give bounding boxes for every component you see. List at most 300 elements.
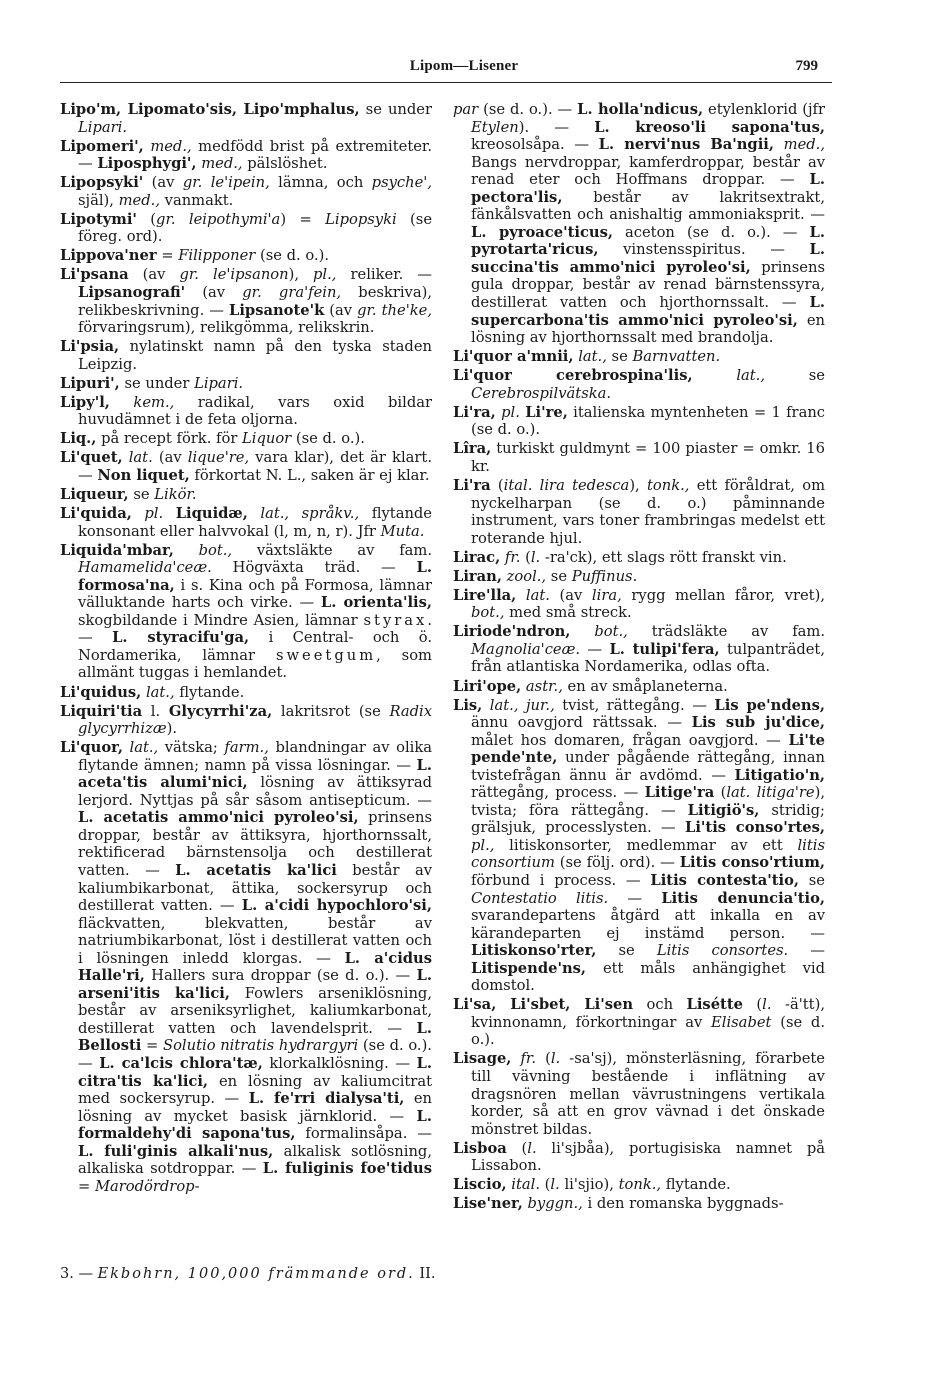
entry-text: prinsens gula droppar, består av renad bärnstenssyra, destillerat vatten och hjorthornssalt. — bbox=[471, 258, 825, 312]
headword: Li'sa, Li'sbet, Li'sen bbox=[453, 996, 634, 1014]
headword: Lipomeri', bbox=[60, 137, 144, 155]
headword: Lipotymi' bbox=[60, 210, 137, 228]
headword: L. arseni'itis ka'lici, bbox=[78, 967, 432, 1002]
headword: Li'ra, bbox=[453, 403, 496, 421]
headword: L. ca'lcis chlora'tæ, bbox=[99, 1054, 263, 1072]
headword: Lipuri', bbox=[60, 374, 120, 392]
entry-text: och bbox=[633, 996, 687, 1014]
dictionary-entry bbox=[60, 375, 432, 393]
headword: Lisboa bbox=[453, 1139, 507, 1157]
entry-text: formalinsåpa. — bbox=[295, 1125, 432, 1143]
dictionary-entry bbox=[453, 477, 825, 547]
italic-text: gr. le'ipein, bbox=[182, 174, 270, 192]
italic-text: Elisabet bbox=[711, 1013, 772, 1031]
italic-text: Contestatio litis. bbox=[471, 889, 609, 907]
entry-text: se under bbox=[119, 374, 195, 392]
entry-text: flytande. bbox=[174, 683, 245, 701]
entry-text bbox=[174, 542, 199, 559]
headword: L. nervi'nus Ba'ngii, bbox=[598, 136, 774, 154]
entry-text: ett måls anhängighet vid domstol. bbox=[471, 959, 825, 995]
headword: Lire'lla, bbox=[453, 586, 517, 604]
italic-text: tonk., bbox=[618, 1176, 662, 1194]
italic-text: Barnvatten. bbox=[632, 348, 721, 366]
entry-text: li'sjio), bbox=[559, 1176, 619, 1194]
italic-text: ital. lira tedesca bbox=[503, 476, 630, 494]
entry-text: medfödd brist på extremiteter. — bbox=[78, 137, 432, 173]
headword: Litis conso'rtium, bbox=[679, 854, 825, 872]
entry-text: i den romanska byggnads- bbox=[582, 1195, 784, 1213]
italic-text: lira, bbox=[591, 586, 622, 604]
dictionary-entry bbox=[60, 505, 432, 540]
italic-text: l. bbox=[527, 1139, 537, 1157]
italic-text: lat., språkv., bbox=[260, 505, 360, 523]
footer-volume: II. bbox=[414, 1266, 436, 1282]
entry-text: tvist, rättegång. — bbox=[554, 696, 715, 714]
entry-text: lakritsrot (se bbox=[272, 702, 390, 720]
headword: L. fuli'ginis alkali'nus, bbox=[78, 1142, 274, 1160]
entry-text: se bbox=[596, 942, 657, 960]
headword: Lisétte bbox=[686, 996, 743, 1014]
entry-text: ( bbox=[742, 996, 763, 1014]
running-head: Lipom—Lisener bbox=[409, 58, 519, 74]
italic-text: lat. bbox=[128, 449, 153, 467]
italic-text: Lipopsyki bbox=[325, 210, 397, 228]
entry-text bbox=[516, 587, 526, 604]
italic-text: fr. bbox=[504, 548, 521, 566]
italic-text: l. bbox=[530, 548, 541, 566]
italic-text: kem., bbox=[133, 393, 175, 411]
headword: Litiskonso'rter, bbox=[471, 942, 597, 960]
headword: Li're, bbox=[525, 403, 568, 421]
entry-text: med små streck. bbox=[504, 604, 632, 622]
entry-text: (av bbox=[143, 174, 183, 192]
headword: Liquiri'tia bbox=[60, 702, 143, 720]
entry-text: — bbox=[580, 640, 610, 658]
italic-text: lat., bbox=[578, 348, 607, 366]
entry-text: förkortat N. L., saken är ej klar. bbox=[189, 466, 430, 484]
dictionary-entry bbox=[453, 678, 825, 696]
headword: Li'ra bbox=[453, 476, 491, 494]
headword: L. formaldehy'di sapona'tus, bbox=[78, 1107, 432, 1143]
headword: L. a'cidi hypochloro'si, bbox=[241, 897, 432, 915]
italic-text: Radix glycyrrhizæ bbox=[78, 702, 432, 738]
footer-sheet: 3. — bbox=[60, 1266, 98, 1282]
entry-text: ( bbox=[520, 548, 531, 566]
entry-text: förvaringsrum), relikgömma, relikskrin. bbox=[78, 319, 375, 337]
entry-text: radikal, vars oxid bildar huvudämnet i de feta oljorna. bbox=[78, 393, 433, 429]
entry-text: en lösning av kaliumcitrat med sockersyrup. — bbox=[78, 1072, 432, 1108]
entry-text bbox=[511, 1050, 520, 1067]
entry-text: se bbox=[606, 348, 633, 366]
italic-text: zool., bbox=[506, 567, 547, 585]
entry-text: fläckvatten, blekvatten, består av natriumbikarbonat, löst i destillerat vatten och i lösningen inledd klorgas. — bbox=[78, 914, 432, 967]
dictionary-entry bbox=[60, 449, 432, 484]
entry-text: en lösning av mycket basisk järnklorid. — bbox=[78, 1090, 432, 1125]
headword: Li'quida, bbox=[60, 505, 132, 523]
headword: Li'psana bbox=[60, 266, 129, 284]
headword: Liri'ope, bbox=[453, 677, 522, 695]
entry-text: — bbox=[788, 942, 825, 960]
headword: Li'quor cerebrospina'lis, bbox=[453, 367, 693, 385]
italic-text: Litis consortes. bbox=[656, 942, 789, 960]
italic-text: l. bbox=[550, 1176, 560, 1194]
dictionary-entry bbox=[60, 101, 432, 136]
italic-text: fr. bbox=[520, 1050, 537, 1068]
entry-text: vinstensspiritus. — bbox=[598, 241, 810, 259]
headword: L. kreoso'li sapona'tus, bbox=[594, 118, 825, 136]
headword: Lirac, bbox=[453, 548, 501, 566]
headword: Lippova'ner bbox=[60, 247, 157, 265]
dictionary-entry bbox=[60, 394, 432, 429]
entry-text: tulpanträdet, från atlantiska Nordamerika, odlas ofta. bbox=[471, 640, 825, 676]
entry-text: ), bbox=[629, 476, 647, 494]
italic-text: Marodördrop- bbox=[94, 1177, 200, 1195]
entry-text: prinsens droppar, består av ättiksyra, hjorthornssalt, rektificerad bärnstensolja och destillerat vatten. — bbox=[78, 809, 432, 879]
headword: Lise'ner, bbox=[453, 1195, 523, 1213]
entry-text: vätska; bbox=[158, 739, 225, 757]
headword: Liscio, bbox=[453, 1176, 507, 1194]
dictionary-entry bbox=[60, 430, 432, 448]
italic-text: ital. bbox=[511, 1176, 541, 1194]
italic-text: lique're, bbox=[187, 449, 250, 467]
right-column bbox=[453, 101, 825, 1214]
italic-text: lat., bbox=[145, 683, 175, 701]
headword: L. a'cidus Halle'ri, bbox=[78, 949, 433, 985]
left-column bbox=[60, 101, 432, 1197]
entry-text: ( bbox=[540, 1176, 551, 1194]
italic-text: Filipponer bbox=[178, 247, 256, 265]
entry-text: se bbox=[128, 485, 155, 503]
italic-text: pl., bbox=[313, 266, 337, 284]
headword: Li'quidus, bbox=[60, 683, 142, 701]
italic-text: bot., bbox=[198, 541, 233, 559]
headword: Li'tis conso'rtes, bbox=[685, 819, 825, 837]
italic-text: pl. bbox=[144, 505, 164, 523]
entry-text: (av bbox=[324, 301, 358, 319]
entry-text: pälslöshet. bbox=[242, 155, 328, 173]
header-rule bbox=[60, 82, 832, 83]
dictionary-entry bbox=[453, 1140, 825, 1175]
dictionary-entry bbox=[60, 138, 432, 173]
entry-text: består av kaliumbikarbonat, ättika, sockersyrup och destillerat vatten. — bbox=[78, 861, 432, 915]
italic-text: Lipari. bbox=[78, 118, 127, 136]
entry-text: turkiskt guldmynt = 100 piaster = omkr. 16 kr. bbox=[471, 440, 825, 475]
entry-text: en av småplaneterna. bbox=[562, 677, 728, 695]
headword: Li'quet, bbox=[60, 449, 123, 467]
entry-text: ). bbox=[166, 720, 178, 738]
entry-text: (av bbox=[185, 283, 243, 301]
entry-text bbox=[163, 505, 176, 522]
italic-text: Hamamelida'ceæ. bbox=[78, 559, 212, 577]
headword: L. orienta'lis, bbox=[320, 594, 432, 612]
dictionary-entry bbox=[453, 697, 825, 995]
italic-text: par bbox=[453, 101, 479, 118]
entry-text bbox=[774, 136, 784, 153]
italic-text: litis consortium bbox=[471, 836, 825, 872]
italic-text: farm., bbox=[224, 739, 269, 757]
italic-text: tonk., bbox=[646, 476, 690, 494]
entry-text: se under bbox=[359, 101, 432, 118]
entry-text: lämna, och bbox=[269, 174, 372, 192]
italic-text: pl., bbox=[471, 836, 495, 854]
entry-text: = bbox=[141, 1037, 164, 1055]
headword: Litis denuncia'tio, bbox=[661, 889, 825, 907]
entry-text: nylatinskt namn på den tyska staden Leipzig. bbox=[78, 338, 432, 373]
entry-text: litiskonsorter, medlemmar av ett bbox=[494, 836, 798, 854]
entry-text: ( bbox=[490, 476, 504, 494]
entry-text: ( bbox=[536, 1050, 551, 1068]
entry-text: (se d. o.). — bbox=[478, 101, 578, 118]
entry-text: reliker. — bbox=[336, 266, 432, 284]
headword: Liposphygi', bbox=[97, 155, 197, 173]
headword: Lis pe'ndens, bbox=[714, 696, 825, 714]
entry-text: ) = bbox=[280, 210, 326, 228]
entry-text bbox=[570, 623, 594, 640]
dictionary-entry bbox=[453, 101, 825, 347]
headword: Liquidæ, bbox=[175, 505, 248, 523]
dictionary-entry bbox=[60, 266, 432, 336]
entry-text: se bbox=[799, 872, 826, 890]
headword: Lipy'l, bbox=[60, 393, 110, 411]
entry-text: alkalisk sotlösning, alkaliska sotdroppar. — bbox=[78, 1142, 432, 1178]
headword: Lipopsyki' bbox=[60, 174, 144, 192]
entry-text: (se d. o.). — bbox=[78, 1037, 432, 1072]
headword: Litigiö's, bbox=[687, 801, 760, 819]
headword: L. styracifu'ga, bbox=[112, 629, 250, 647]
entry-text: (av bbox=[549, 586, 592, 604]
dictionary-entry bbox=[453, 623, 825, 676]
entry-text bbox=[110, 394, 134, 411]
dictionary-entry bbox=[60, 486, 432, 504]
entry-text: italienska myntenheten = 1 franc (se d. o.). bbox=[471, 403, 826, 439]
headword: L. supercarbona'tis ammo'nici pyroleo'si, bbox=[471, 294, 825, 329]
dictionary-entry bbox=[60, 174, 432, 209]
entry-text: Bangs nervdroppar, kamferdroppar, består av renad eter och Hoffmans droppar. — bbox=[471, 153, 825, 189]
dictionary-entry bbox=[453, 440, 825, 475]
entry-text: (av bbox=[152, 449, 188, 467]
entry-text: rättegång, process. — bbox=[471, 784, 645, 802]
entry-text: stridig; grälsjuk, processlysten. — bbox=[471, 801, 825, 837]
entry-text bbox=[132, 505, 145, 522]
italic-text: byggn., bbox=[527, 1195, 583, 1213]
italic-text: gr. gra'fein, bbox=[242, 283, 342, 301]
headword: Liqueur, bbox=[60, 485, 129, 503]
italic-text: med., bbox=[201, 155, 243, 173]
headword: L. acetatis ka'lici bbox=[175, 861, 337, 879]
entry-text: , som allmänt tuggas i hemlandet. bbox=[78, 646, 432, 682]
headword: L. acetatis ammo'nici pyroleo'si, bbox=[78, 809, 359, 827]
headword: L. Bellosti bbox=[78, 1019, 432, 1055]
entry-text: (se föreg. ord). bbox=[78, 210, 433, 246]
dictionary-entry bbox=[453, 587, 825, 622]
italic-text: med., bbox=[783, 136, 825, 154]
entry-text: -ä'tt), kvinnonamn, förkortningar av bbox=[471, 996, 825, 1031]
entry-text: (se d. o.). bbox=[255, 247, 330, 265]
italic-text: Lipari. bbox=[194, 374, 244, 392]
headword: L. citra'tis ka'lici, bbox=[78, 1054, 432, 1090]
italic-text: Puffinus. bbox=[571, 567, 638, 585]
dictionary-entry bbox=[60, 684, 432, 702]
entry-text: beskriva), relikbeskrivning. — bbox=[78, 283, 432, 319]
italic-text: med., bbox=[150, 137, 192, 155]
entry-text: — bbox=[608, 889, 662, 907]
entry-text: vanmakt. bbox=[159, 191, 234, 209]
italic-text: lat., jur., bbox=[489, 696, 555, 714]
entry-text: på recept förk. för bbox=[96, 430, 243, 448]
headword: Liq., bbox=[60, 430, 97, 448]
italic-text: bot., bbox=[471, 604, 505, 622]
dictionary-entry bbox=[453, 404, 825, 439]
italic-text: Cerebrospilvätska. bbox=[471, 384, 612, 402]
entry-text: (se d. o.). bbox=[291, 430, 365, 448]
italic-text: Likör. bbox=[154, 485, 197, 503]
entry-text: Hallers sura droppar (se d. o.). — bbox=[144, 967, 417, 985]
dictionary-entry bbox=[453, 549, 825, 567]
italic-text: l. bbox=[550, 1050, 561, 1068]
dictionary-entry bbox=[453, 568, 825, 586]
entry-text: lösning av ättiksyrad lerjord. Nyttjas på sår såsom antisepticum. — bbox=[78, 774, 432, 809]
entry-text: blandningar av olika flytande ämnen; namn på vissa lösningar. — bbox=[78, 739, 433, 774]
headword: L. holla'ndicus, bbox=[577, 101, 704, 118]
headword: L. fuliginis foe'tidus bbox=[262, 1160, 432, 1178]
entry-text: ). — bbox=[518, 118, 595, 136]
entry-text: kreosolsåpa. — bbox=[471, 136, 599, 154]
italic-text: Liquor bbox=[242, 430, 292, 448]
entry-text: Högväxta träd. — bbox=[211, 559, 417, 577]
page-number: 799 bbox=[795, 58, 818, 74]
italic-text: l. bbox=[762, 996, 772, 1014]
headword: Lipsanografi' bbox=[78, 283, 186, 301]
entry-text: ( bbox=[506, 1139, 528, 1157]
italic-text: astr., bbox=[525, 677, 563, 695]
entry-text bbox=[482, 697, 490, 714]
headword: Non liquet, bbox=[97, 466, 190, 484]
headword: Litis contesta'tio, bbox=[650, 872, 800, 890]
dictionary-entry bbox=[453, 1050, 825, 1138]
headword: Litispende'ns, bbox=[471, 959, 587, 977]
dictionary-entry bbox=[60, 703, 432, 738]
entry-text: skogbildande i Mindre Asien, lämnar bbox=[78, 611, 364, 629]
italic-text: lat., bbox=[736, 367, 766, 385]
spaced-text: styrax bbox=[363, 611, 428, 629]
entry-text bbox=[693, 367, 737, 384]
entry-text: flytande. bbox=[661, 1176, 731, 1194]
headword: Li'te pende'nte, bbox=[471, 731, 825, 767]
headword: Liran, bbox=[453, 567, 502, 585]
entry-text: = bbox=[78, 1177, 95, 1195]
entry-text: Fowlers arseniklösning, består av arseniksyrlighet, kaliumkarbonat, destillerat vatten och lavendelsprit. — bbox=[78, 984, 432, 1037]
entry-text: se bbox=[765, 367, 825, 385]
entry-text: flytande konsonant eller halvvokal (l, m, n, r). Jfr bbox=[78, 505, 433, 540]
headword: Lipo'm, Lipomato'sis, Lipo'mphalus, bbox=[60, 101, 360, 118]
italic-text: gr. the'ke, bbox=[357, 301, 432, 319]
entry-text: -sa'sj), mönsterläsning, förarbete till vävning bestående i inflätning av dragsnören mellan vävrustningens vertikala korder, så att en grov vävnad i det önskade mönstret bildas. bbox=[471, 1050, 825, 1138]
italic-text: gr. leipothymi'a bbox=[156, 210, 281, 228]
entry-text: svarandepartens åtgärd att inkalla en av kärandeparten ej instämd person. — bbox=[471, 907, 825, 942]
entry-text: aceton (se d. o.). — bbox=[612, 223, 810, 241]
dictionary-entry bbox=[60, 739, 432, 1195]
entry-text: ( bbox=[714, 784, 727, 802]
dictionary-entry bbox=[60, 542, 432, 682]
headword: Litige'ra bbox=[644, 784, 715, 802]
headword: Lis, bbox=[453, 696, 483, 714]
spaced-text: sweetgum bbox=[275, 646, 377, 664]
entry-text: (av bbox=[128, 266, 180, 284]
dictionary-entry bbox=[453, 996, 825, 1049]
headword: L. fe'rri dialysa'ti, bbox=[248, 1090, 405, 1108]
dictionary-entry bbox=[60, 247, 432, 265]
headword: Li'psia, bbox=[60, 338, 120, 356]
dictionary-entry bbox=[453, 348, 825, 366]
headword: Li'quor a'mnii, bbox=[453, 348, 574, 366]
entry-text: ännu oavgjord rättssak. — bbox=[471, 714, 692, 732]
entry-text: växtsläkte av fam. bbox=[232, 541, 432, 559]
entry-text: (se följ. ord). — bbox=[554, 854, 680, 872]
entry-text: består av lakritsextrakt, fänkålsvatten och anishaltig ammoniaksprit. — bbox=[471, 188, 825, 224]
dictionary-entry bbox=[60, 211, 432, 246]
italic-text: lat. bbox=[525, 586, 550, 604]
entry-text: ), tvista; föra rättegång. — bbox=[471, 784, 825, 819]
entry-text: . — bbox=[78, 611, 432, 647]
headword: L. pyrotarta'ricus, bbox=[471, 223, 825, 259]
entry-text: förbund i process. — bbox=[471, 872, 651, 890]
headword: Glycyrrhi'za, bbox=[168, 702, 273, 720]
headword: Liquida'mbar, bbox=[60, 541, 174, 559]
entry-text: ), bbox=[288, 266, 314, 284]
entry-text: trädsläkte av fam. bbox=[627, 623, 825, 641]
dictionary-entry bbox=[453, 1176, 825, 1194]
headword: Lipsanote'k bbox=[229, 301, 325, 319]
entry-text: etylenklorid (jfr bbox=[703, 101, 825, 118]
dictionary-entry bbox=[60, 338, 432, 373]
entry-text: (se d. o.). bbox=[471, 1013, 826, 1049]
dictionary-entry bbox=[453, 367, 825, 402]
entry-text: se bbox=[546, 567, 572, 585]
headword: Lîra, bbox=[453, 440, 492, 458]
headword: Liriode'ndron, bbox=[453, 623, 571, 641]
italic-text: bot., bbox=[594, 623, 628, 641]
italic-text: psyche', bbox=[371, 174, 432, 192]
entry-text: li'sjbåa), portugisiska namnet på Lissabon. bbox=[471, 1139, 825, 1175]
headword: L. formosa'na, bbox=[78, 559, 432, 594]
entry-text: i Central- och ö. Nordamerika, lämnar bbox=[78, 629, 433, 664]
entry-text: själ), bbox=[78, 191, 119, 209]
headword: L. pyroace'ticus, bbox=[471, 223, 613, 241]
italic-text: lat., bbox=[129, 739, 159, 757]
entry-text bbox=[248, 505, 261, 522]
italic-text: Magnolia'ceæ. bbox=[471, 640, 581, 658]
footer-work: Ekbohrn, 100,000 främmande ord. bbox=[97, 1266, 415, 1282]
italic-text: Muta. bbox=[380, 522, 425, 540]
entry-text: -ra'ck), ett slags rött franskt vin. bbox=[540, 548, 787, 566]
entry-text: ( bbox=[136, 210, 157, 228]
italic-text: Solutio nitratis hydrargyri bbox=[163, 1037, 359, 1055]
entry-text: målet hos domaren, frågan oavgjord. — bbox=[471, 731, 789, 749]
headword: Lis sub ju'dice, bbox=[691, 714, 825, 732]
entry-text: i s. Kina och på Formosa, lämnar välluktande harts och virke. — bbox=[78, 576, 432, 612]
entry-text: klorkalklösning. — bbox=[262, 1054, 417, 1072]
italic-text: Etylen bbox=[471, 118, 519, 136]
headword: L. succina'tis ammo'nici pyroleo'si, bbox=[471, 241, 825, 276]
headword: Lisage, bbox=[453, 1050, 512, 1068]
entry-text: under pågående rättegång, innan tvistefrågan ännu är avdömd. — bbox=[471, 749, 825, 784]
headword: Li'quor, bbox=[60, 739, 123, 757]
headword: L. tulipi'fera, bbox=[609, 640, 720, 658]
entry-text: ett föråldrat, om nyckelharpan (se d. o.) påminnande instrument, vars toner frambringas medelst ett roterande hjul. bbox=[471, 476, 825, 547]
italic-text: lat. litiga're bbox=[726, 784, 815, 802]
entry-text: l. bbox=[142, 702, 169, 720]
italic-text: pl. bbox=[501, 403, 520, 421]
